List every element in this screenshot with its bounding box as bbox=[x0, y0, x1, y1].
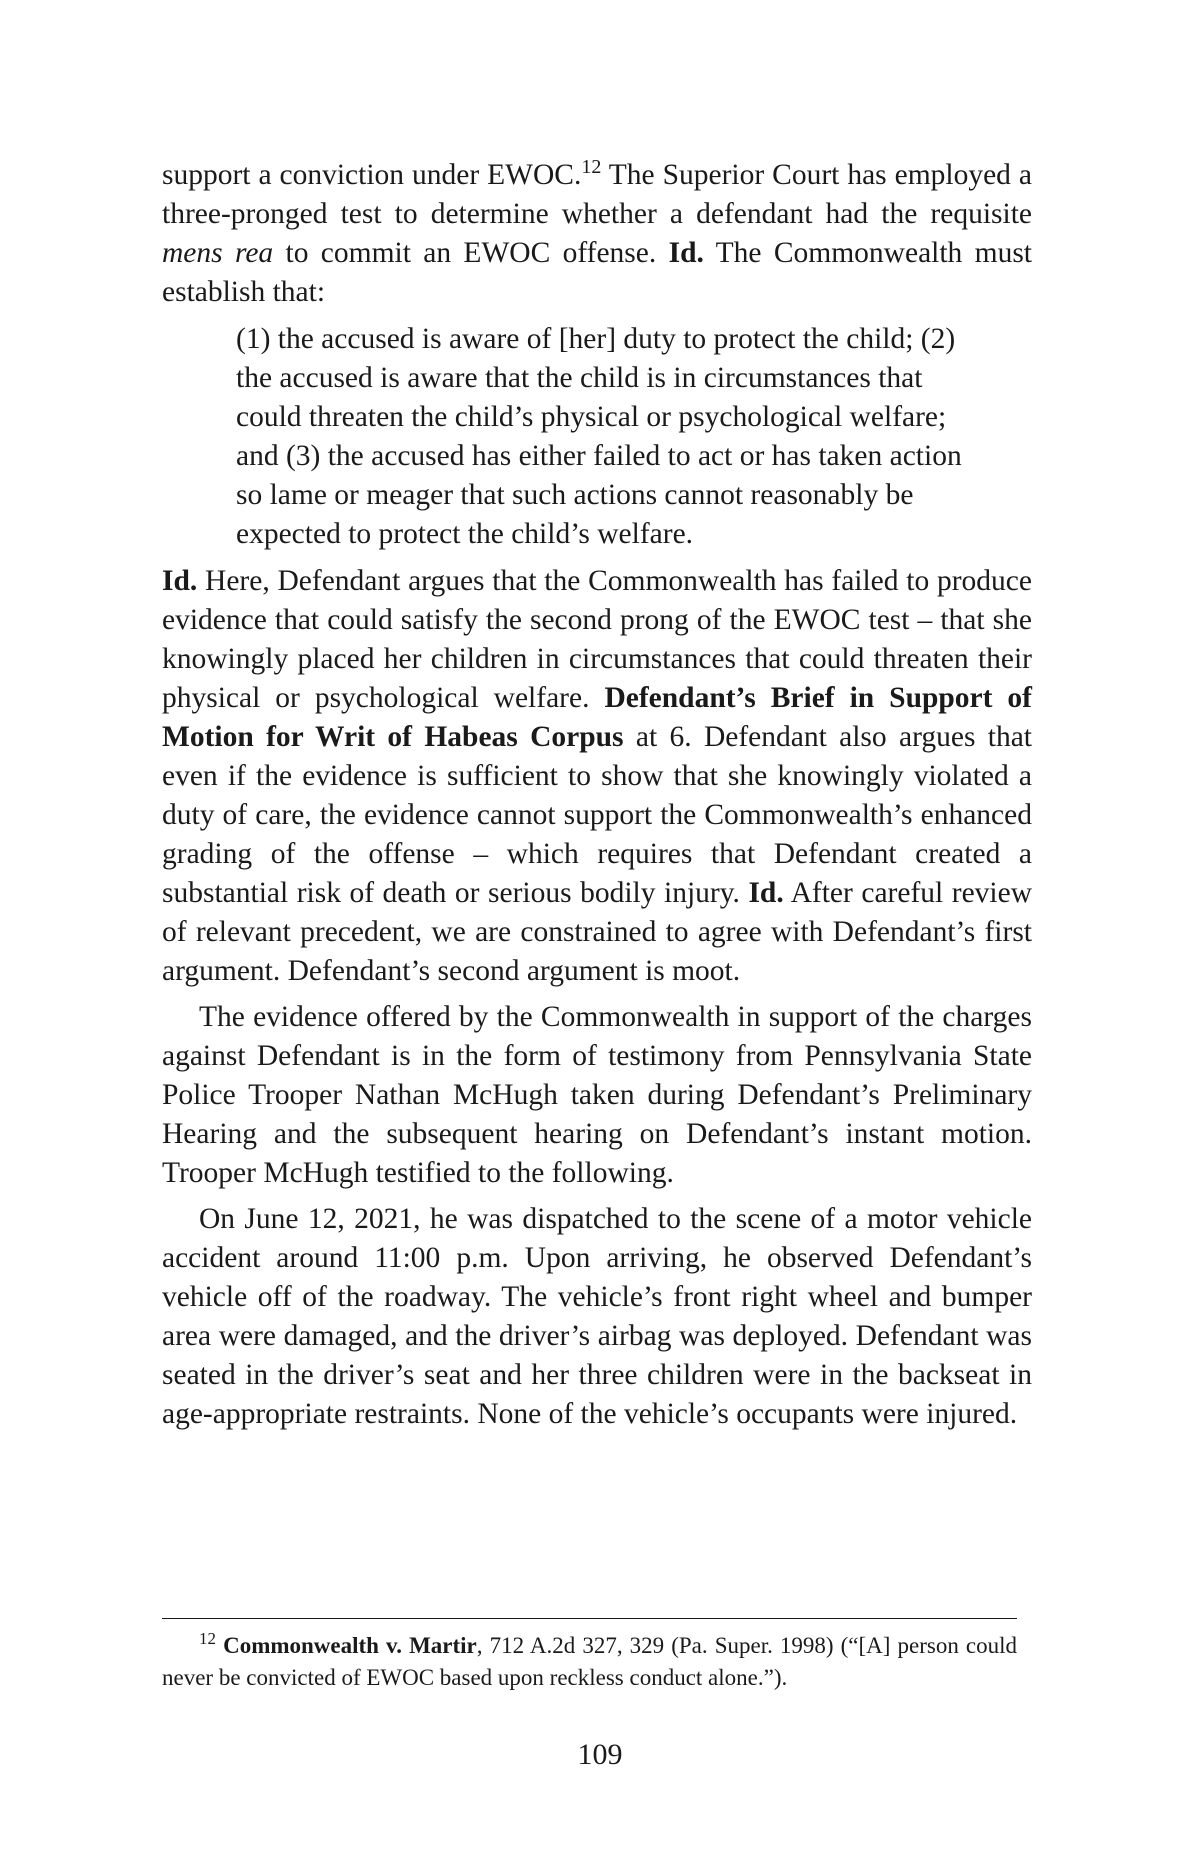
paragraph bbox=[162, 156, 1032, 312]
paragraph-text: support a conviction under EWOC. bbox=[162, 159, 582, 191]
block-quote-text: (1) the accused is aware of [her] duty to protect the child; (2) the accused is aware that the child is in circumstances that could threaten the child’s physical or psychological welfare; and (3) the accused has either failed to act or has taken action so lame or meager that such actions cannot reasonably be expected to protect the child’s welfare. bbox=[236, 323, 962, 550]
paragraph bbox=[162, 1200, 1032, 1434]
italic-term: mens rea bbox=[162, 237, 274, 269]
paragraph-text: at 6. Defendant also argues that even if the evidence is sufficient to show that she knowingly violated a duty of care, the evidence cannot support the Commonwealth’s enhanced grading of the offense – which requires that Defendant created a substantial risk of death or serious bodily injury. bbox=[162, 721, 1032, 909]
footnote-reference[interactable]: 12 bbox=[581, 156, 602, 178]
citation-id: Id. bbox=[668, 237, 704, 269]
paragraph-text: After careful review of relevant precedent, we are constrained to agree with Defendant’s first argument. Defendant’s second argument is moot. bbox=[162, 877, 1033, 987]
footnote-text: , 712 A.2d 327, 329 (Pa. Super. 1998) (“[A] person could never be convicted of EWOC based upon reckless conduct alone.”). bbox=[162, 1633, 1017, 1690]
citation-id: Id. bbox=[162, 565, 198, 597]
paragraph bbox=[162, 998, 1032, 1193]
paragraph-text: The evidence offered by the Commonwealth in support of the charges against Defendant is in the form of testimony from Pennsylvania State Police Trooper Nathan McHugh taken during Defendant’s Preliminary Hearing and the subsequent hearing on Defendant’s instant motion. Trooper McHugh testified to the following. bbox=[162, 1001, 1032, 1189]
paragraph-text: The Superior Court has employed a three-pronged test to determine whether a defendant had the requisite bbox=[162, 159, 1032, 230]
page-number: 109 bbox=[577, 1738, 623, 1771]
footnote bbox=[162, 1630, 1017, 1694]
paragraph-text: Here, Defendant argues that the Commonwealth has failed to produce evidence that could satisfy the second prong of the EWOC test – that she knowingly placed her children in circumstances that could threaten their physical or psychological welfare. bbox=[162, 565, 1032, 714]
case-citation: Commonwealth v. Martir bbox=[223, 1633, 477, 1658]
citation-id: Id. bbox=[748, 877, 784, 909]
paragraph bbox=[162, 562, 1032, 991]
footnote-number: 12 bbox=[199, 1629, 216, 1648]
block-quote bbox=[236, 320, 970, 554]
footnote-divider bbox=[162, 1618, 1017, 1619]
paragraph-text: to commit an EWOC offense. bbox=[273, 237, 669, 269]
paragraph-text: On June 12, 2021, he was dispatched to the scene of a motor vehicle accident around 11:00 p.m. Upon arriving, he observed Defendant’s vehicle off of the roadway. The vehicle’s front right wheel and bumper area were damaged, and the driver’s airbag was deployed. Defendant was seated in the driver’s seat and her three children were in the backseat in age-appropriate restraints. None of the vehicle’s occupants were injured. bbox=[162, 1203, 1032, 1430]
paragraph-text: The Commonwealth must establish that: bbox=[162, 237, 1033, 308]
main-text bbox=[162, 156, 1032, 1434]
brief-citation: Defendant’s Brief in Support of Motion for Writ of Habeas Corpus bbox=[162, 682, 1032, 753]
